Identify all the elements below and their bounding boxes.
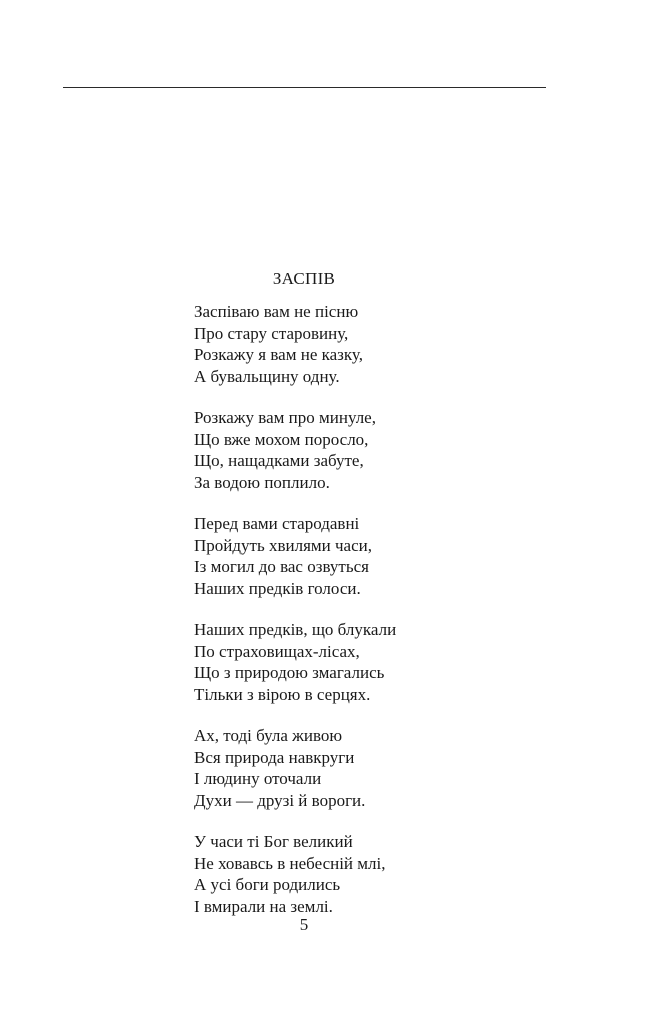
- poem-line: Наших предків, що блукали: [194, 620, 397, 639]
- stanza-4: [194, 619, 594, 705]
- poem-line: А усі боги родились: [194, 875, 341, 894]
- poem-line: Вся природа навкруги: [194, 747, 355, 767]
- stanza-3: [194, 513, 594, 599]
- stanza-2: [194, 407, 594, 493]
- poem-line: Що, нащадками забуте,: [194, 451, 364, 470]
- poem-line: Тільки з вірою в серцях.: [194, 684, 371, 704]
- poem-line: А бувальщину одну.: [194, 366, 340, 386]
- poem-line: Пройдуть хвилями часи,: [194, 535, 372, 555]
- poem-line: Що вже мохом поросло,: [194, 429, 369, 449]
- stanza-6: [194, 831, 594, 917]
- poem-line: По страховищах-лісах,: [194, 641, 360, 661]
- poem-line: І вмирали на землі.: [194, 896, 333, 916]
- poem-line: Наших предків голоси.: [194, 578, 361, 598]
- poem-line: Про стару старовину,: [194, 323, 349, 343]
- poem-line: Не ховавсь в небесній млі,: [194, 853, 386, 873]
- poem-body: [194, 301, 594, 937]
- header-rule: [63, 87, 546, 88]
- poem-line: І людину оточали: [194, 769, 322, 788]
- poem-line: Розкажу я вам не казку,: [194, 345, 363, 364]
- poem-line: Із могил до вас озвуться: [194, 557, 369, 576]
- stanza-5: [194, 725, 594, 811]
- poem-line: Духи — друзі й вороги.: [194, 790, 366, 810]
- poem-line: Ах, тоді була живою: [194, 726, 343, 745]
- poem-line: Перед вами стародавні: [194, 514, 360, 533]
- stanza-1: [194, 301, 594, 387]
- page-number: 5: [299, 915, 309, 934]
- poem-line: У часи ті Бог великий: [194, 832, 353, 851]
- poem-line: Заспіваю вам не пісню: [194, 302, 359, 321]
- poem-line: Розкажу вам про минуле,: [194, 408, 376, 427]
- poem-line: За водою поплило.: [194, 472, 330, 492]
- poem-line: Що з природою змагались: [194, 663, 385, 682]
- poem-title: ЗАСПІВ: [272, 269, 336, 288]
